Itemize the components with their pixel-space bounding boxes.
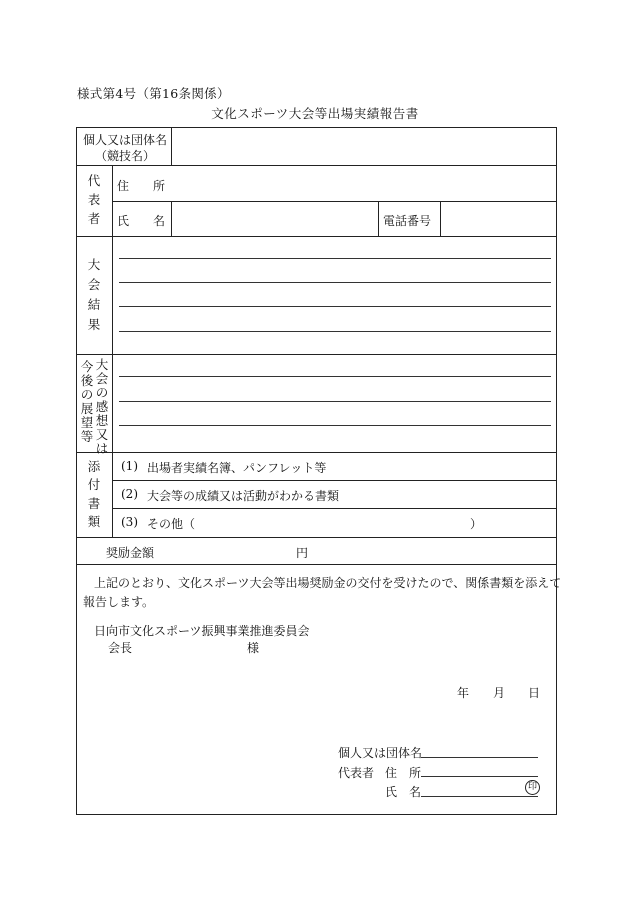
name-label: 個人又は団体名 <box>82 133 167 147</box>
result-writing-line <box>119 306 551 307</box>
addressee-honorific: 様 <box>247 641 260 655</box>
row-divider <box>76 236 557 237</box>
representative-label: 代 表 者 <box>87 173 101 226</box>
attachment-3-text: その他（ <box>147 517 196 531</box>
row-divider <box>76 452 557 453</box>
column-divider <box>171 201 172 236</box>
statement-line-1: 上記のとおり、文化スポーツ大会等出場奨励金の交付を受けたので、関係書類を添えて <box>94 576 562 590</box>
attachment-3-number: (3) <box>121 515 138 529</box>
signature-address-line <box>421 776 538 777</box>
impression-writing-line <box>119 376 551 377</box>
row-divider <box>76 165 557 166</box>
attachment-2-number: (2) <box>121 487 138 501</box>
address-label: 住 所 <box>117 179 166 193</box>
impression-writing-line <box>119 425 551 426</box>
column-divider <box>378 201 379 236</box>
signature-name-label: 個人又は団体名 <box>338 746 423 760</box>
award-amount-unit: 円 <box>296 546 309 560</box>
result-writing-line <box>119 331 551 332</box>
attachments-label: 添 付 書 類 <box>87 459 101 529</box>
attachment-3-close: ） <box>470 517 483 531</box>
column-divider <box>440 201 441 236</box>
column-divider <box>112 452 113 537</box>
impression-label-right: 大 会 の 感 想 又 は <box>95 357 109 456</box>
form-number: 様式第4号（第16条関係） <box>77 86 230 101</box>
signature-person-line <box>421 796 538 797</box>
date-month: 月 <box>493 686 506 700</box>
column-divider <box>112 165 113 236</box>
row-divider <box>112 508 557 509</box>
attachment-1-number: (1) <box>121 459 138 473</box>
result-label: 大 会 結 果 <box>87 257 101 332</box>
statement-line-2: 報告します。 <box>83 595 155 609</box>
impression-writing-line <box>119 401 551 402</box>
competition-label: （競技名） <box>94 149 155 163</box>
row-divider <box>112 480 557 481</box>
signature-address-label: 住 所 <box>385 766 422 780</box>
date-day: 日 <box>528 686 541 700</box>
result-writing-line <box>119 258 551 259</box>
form-title: 文化スポーツ大会等出場実績報告書 <box>211 106 419 121</box>
attachment-2-text: 大会等の成績又は活動がわかる書類 <box>147 489 340 503</box>
signature-person-label: 氏 名 <box>385 785 422 799</box>
row-divider <box>76 354 557 355</box>
attachment-1-text: 出場者実績名簿、パンフレット等 <box>147 461 327 475</box>
impression-label-left: 今 後 の 展 望 等 <box>80 359 94 444</box>
result-writing-line <box>119 282 551 283</box>
signature-name-line <box>421 757 538 758</box>
column-divider <box>112 354 113 452</box>
row-divider <box>76 537 557 538</box>
addressee-title: 会長 <box>108 641 133 655</box>
column-divider <box>112 236 113 354</box>
phone-label: 電話番号 <box>383 214 432 228</box>
seal-mark-icon: 印 <box>525 780 540 795</box>
row-divider <box>112 201 557 202</box>
row-divider <box>76 564 557 565</box>
date-year: 年 <box>457 686 470 700</box>
person-name-label: 氏 名 <box>117 214 166 228</box>
award-amount-label: 奨励金額 <box>106 546 155 560</box>
column-divider <box>171 127 172 165</box>
signature-rep-label: 代表者 <box>338 766 375 780</box>
addressee-organization: 日向市文化スポーツ振興事業推進委員会 <box>94 624 310 638</box>
